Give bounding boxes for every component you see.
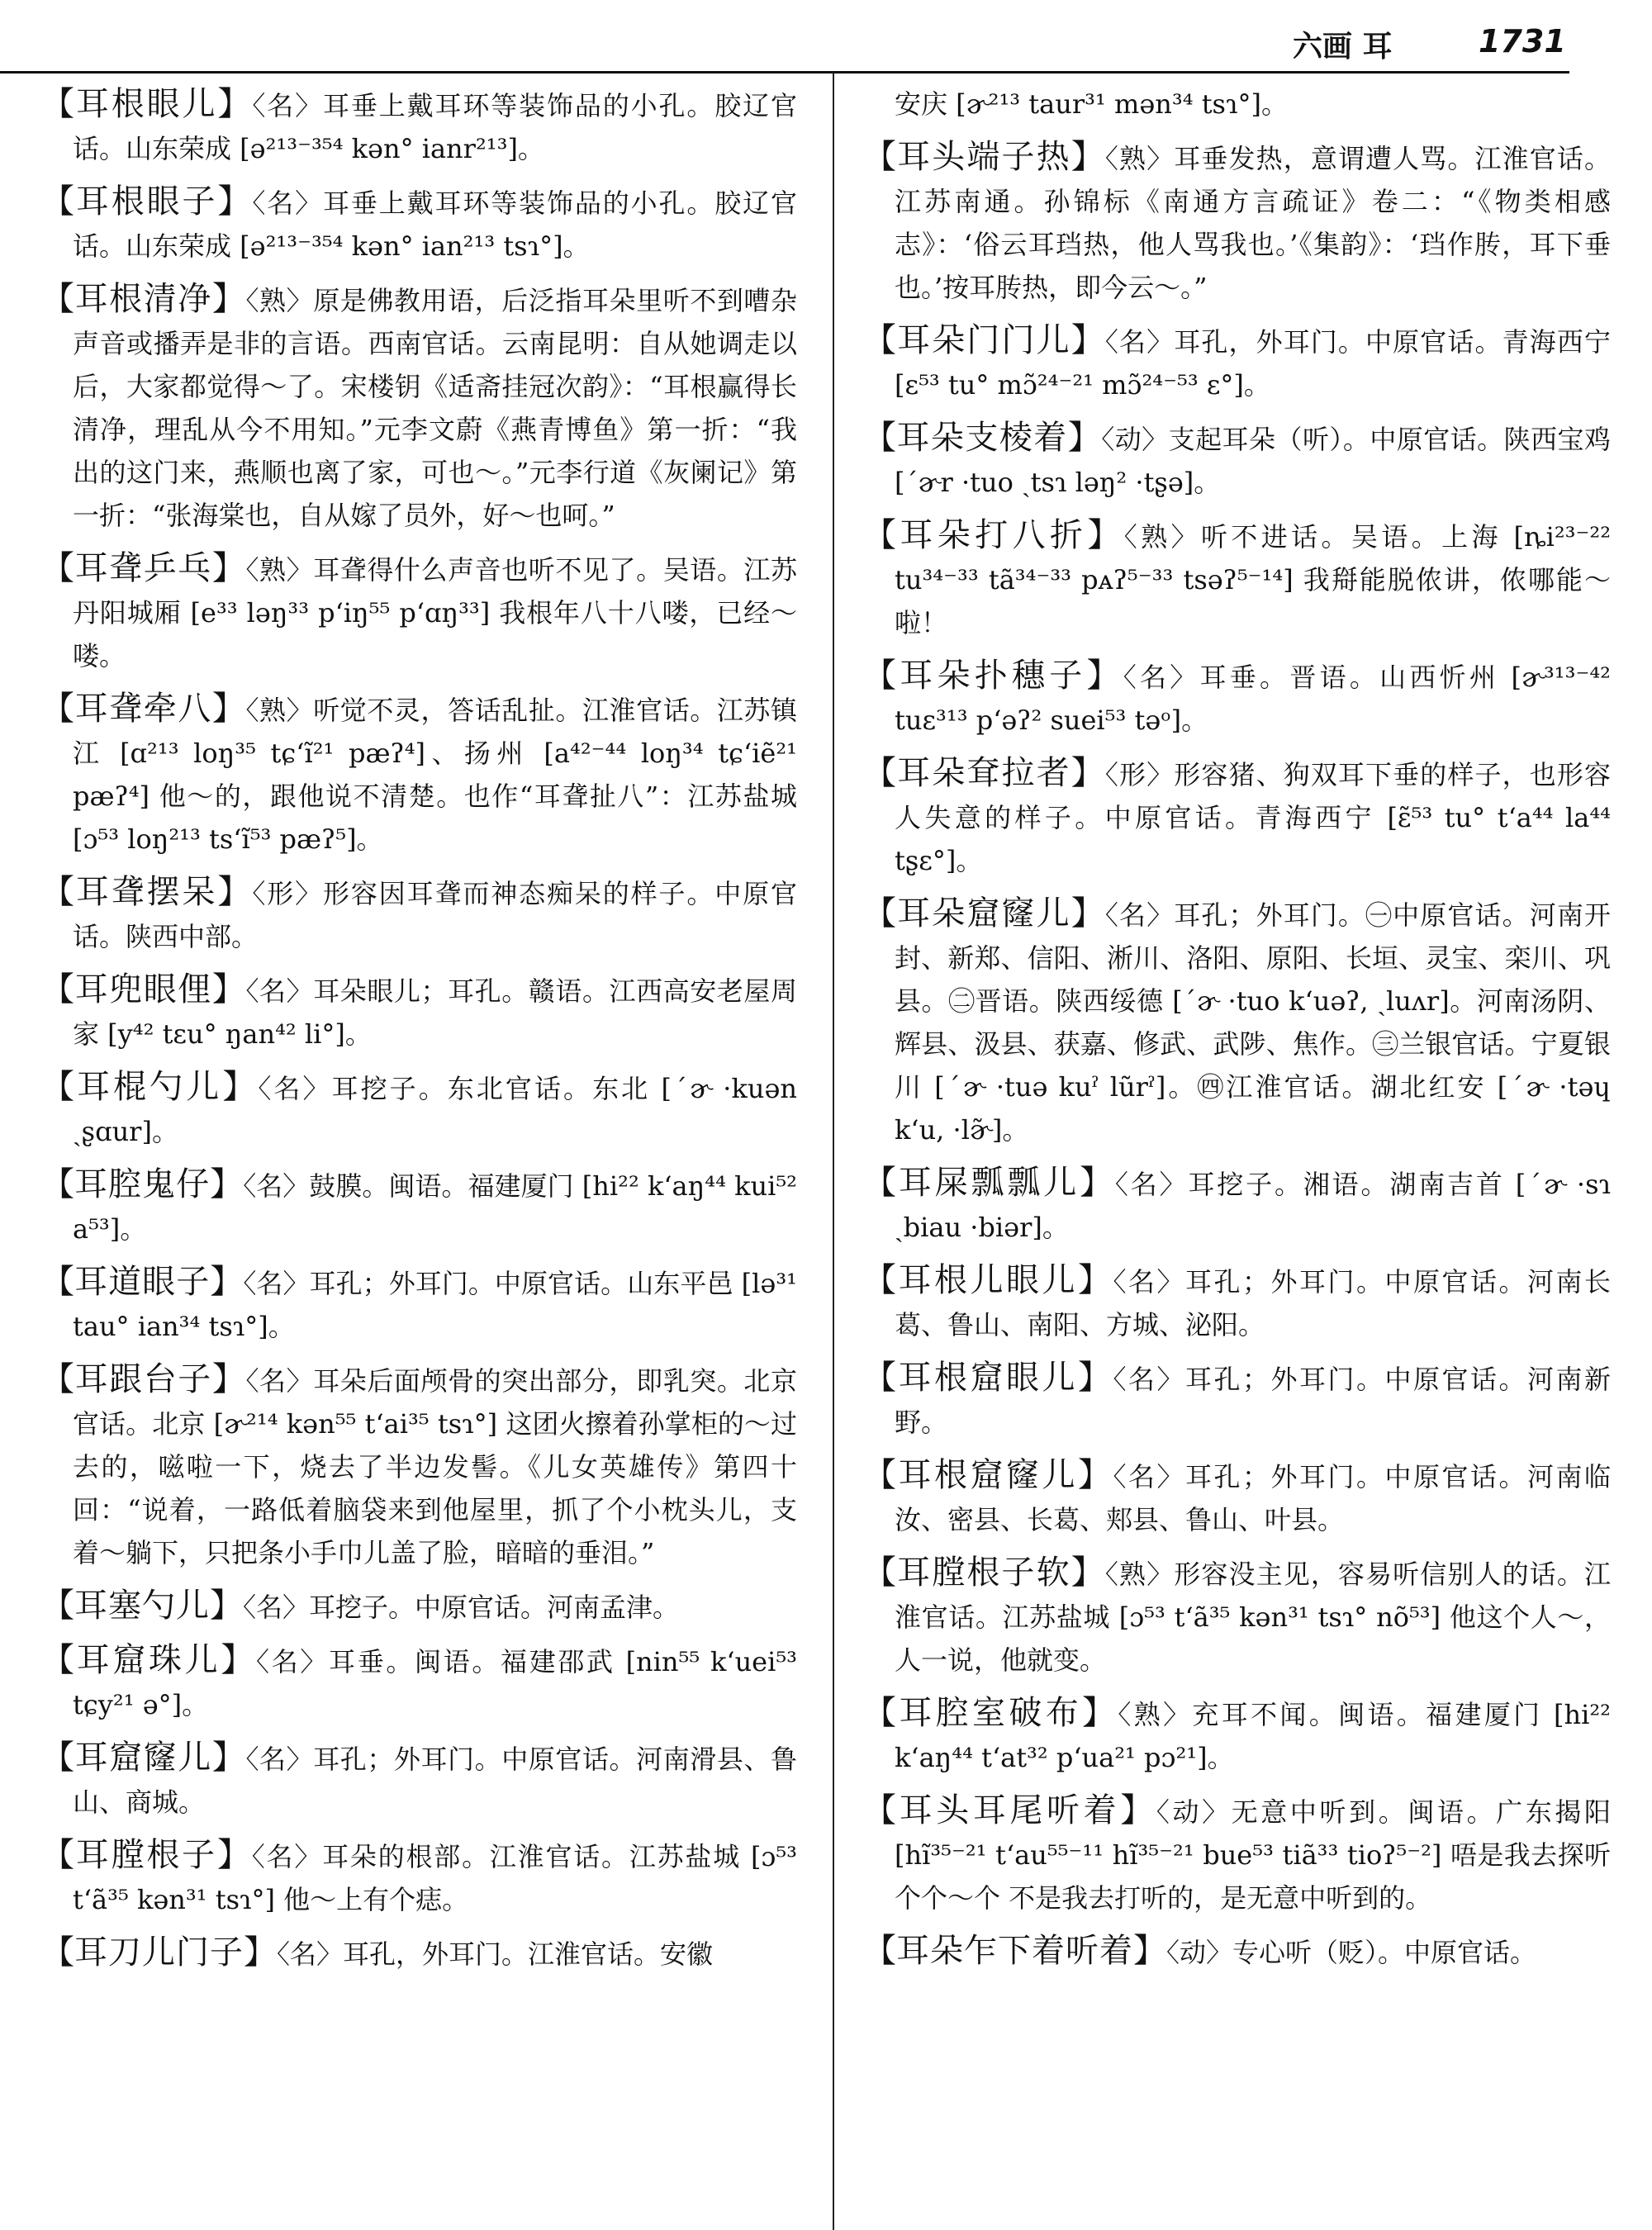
right-bracket: 】 xyxy=(1087,516,1124,554)
left-bracket: 【 xyxy=(863,657,900,695)
right-bracket: 】 xyxy=(1082,1694,1118,1732)
right-bracket: 】 xyxy=(1070,138,1105,176)
left-bracket: 【 xyxy=(41,1068,78,1106)
dictionary-entry xyxy=(41,1736,797,1824)
dictionary-entry xyxy=(41,1065,797,1153)
dictionary-entry xyxy=(41,1584,797,1629)
entry-headword: 耳头耳尾听着 xyxy=(899,1791,1121,1829)
entry-definition: 〈名〉耳孔；外耳门。中原官话。河南长葛、鲁山、南阳、方城、泌阳。 xyxy=(895,1266,1611,1340)
right-bracket: 】 xyxy=(1080,1164,1115,1202)
right-bracket: 】 xyxy=(211,970,246,1008)
left-bracket: 【 xyxy=(41,1836,76,1874)
right-bracket: 】 xyxy=(217,873,253,911)
entry-definition: 〈熟〉耳垂发热，意谓遭人骂。江淮官话。江苏南通。孙锦标《南通方言疏证》卷二：“《物类相感志》：‘俗云耳珰热，他人骂我也。’《集韵》：‘珰作䏝，耳下垂也。’按耳䏝热，即今云～。” xyxy=(895,143,1611,303)
entry-definition: 〈熟〉耳聋得什么声音也听不见了。吴语。江苏丹阳城厢 [e³³ ləŋ³³ p‘iŋ⁵⁵ p‘ɑŋ³³] 我根年八十八喽，已经～喽。 xyxy=(73,554,797,671)
entry-definition: 〈名〉鼓膜。闽语。福建厦门 [hi²² k‘aŋ⁴⁴ kui⁵² a⁵³]。 xyxy=(73,1170,797,1245)
right-bracket: 】 xyxy=(1070,1554,1105,1592)
entry-headword: 耳屎瓢瓢儿 xyxy=(898,1164,1080,1202)
dictionary-entry xyxy=(41,1639,797,1726)
dictionary-entry xyxy=(863,1356,1611,1444)
dictionary-entry xyxy=(41,968,797,1056)
entry-headword: 耳朵窟窿儿 xyxy=(897,894,1071,932)
dictionary-entry xyxy=(863,1691,1611,1779)
right-bracket: 】 xyxy=(211,280,246,318)
entry-headword: 耳根窟窿儿 xyxy=(898,1456,1078,1494)
right-bracket: 】 xyxy=(211,549,246,587)
entry-headword: 耳道眼子 xyxy=(74,1263,211,1301)
left-bracket: 【 xyxy=(863,754,898,792)
right-column xyxy=(863,83,1611,2230)
dictionary-entry xyxy=(41,278,797,537)
right-bracket: 】 xyxy=(211,1739,246,1777)
entry-headword: 耳棍勺儿 xyxy=(77,1068,223,1106)
entry-definition: 〈名〉耳孔；外耳门。中原官话。山东平邑 [lə³¹ tau° ian³⁴ tsɿ°]。 xyxy=(73,1268,797,1342)
left-bracket: 【 xyxy=(863,321,898,359)
dictionary-entry xyxy=(863,1454,1611,1541)
left-bracket: 【 xyxy=(863,1456,899,1494)
dictionary-entry xyxy=(41,687,797,861)
left-bracket: 【 xyxy=(41,1933,74,1971)
dictionary-entry xyxy=(41,547,797,677)
entry-definition: 〈动〉无意中听到。闽语。广东揭阳 [hĩ³⁵⁻²¹ t‘au⁵⁵⁻¹¹ hĩ³⁵⁻²¹ bue⁵³ tiã³³ tioʔ⁵⁻²] 唔是我去探听个个～个 不是我去打听的，是无意中听到的。 xyxy=(895,1796,1611,1914)
left-bracket: 【 xyxy=(863,138,898,176)
entry-headword: 耳腔鬼仔 xyxy=(74,1165,211,1203)
right-bracket: 】 xyxy=(1133,1932,1166,1970)
entry-headword: 耳头端子热 xyxy=(897,138,1071,176)
left-bracket: 【 xyxy=(863,419,897,457)
right-bracket: 】 xyxy=(210,1165,244,1203)
left-bracket: 【 xyxy=(41,873,76,911)
dictionary-entry xyxy=(41,871,797,958)
left-bracket: 【 xyxy=(41,970,75,1008)
left-bracket: 【 xyxy=(41,1165,75,1203)
dictionary-entry xyxy=(41,83,797,170)
entry-definition: 〈名〉耳孔，外耳门。中原官话。青海西宁 [ɛ⁵³ tu° mɔ̃²⁴⁻²¹ mɔ̃²⁴⁻⁵³ ɛ°]。 xyxy=(895,326,1611,401)
right-bracket: 】 xyxy=(1070,894,1105,932)
entry-definition: 〈名〉耳孔；外耳门。中原官话。河南新野。 xyxy=(895,1364,1611,1438)
dictionary-entry xyxy=(41,1358,797,1574)
left-bracket: 【 xyxy=(863,1554,898,1592)
dictionary-entry xyxy=(863,1929,1611,1974)
entry-headword: 耳根眼子 xyxy=(75,183,218,221)
entry-definition: 〈名〉耳孔，外耳门。江淮官话。安徽 xyxy=(277,1938,714,1970)
dictionary-entry xyxy=(863,752,1611,882)
entry-definition: 〈名〉耳孔；外耳门。中原官话。河南滑县、鲁山、商城。 xyxy=(73,1744,797,1818)
entry-headword: 耳根窟眼儿 xyxy=(898,1359,1078,1397)
dictionary-entry xyxy=(41,1834,797,1921)
left-bracket: 【 xyxy=(41,690,75,728)
entry-definition: 〈熟〉形容没主见，容易听信别人的话。江淮官话。江苏盐城 [ɔ⁵³ t‘ã³⁵ kən³¹ tsɿ° nõ⁵³] 他这个人～，人一说，他就变。 xyxy=(895,1559,1611,1676)
left-bracket: 【 xyxy=(863,1694,900,1732)
entry-headword: 耳兜眼俚 xyxy=(74,970,212,1008)
left-bracket: 【 xyxy=(41,1641,77,1679)
entry-definition: 〈名〉耳孔；外耳门。㊀中原官话。河南开封、新郑、信阳、淅川、洛阳、原阳、长垣、灵宝、栾川、巩县。㊁晋语。陕西绥德 [ˊɚ ·tuo k‘uəʔ, ˏluʌr]。河南汤阴、辉县、汲县、获嘉、修武、武陟、焦作。㊂兰银官话。宁夏银川 [ˊɚ ·tuə kuˀ lũrˀ]。㊃江淮官话。湖北红安 [ˊɚ ·təɥ k‘u, ·lɚ̃]。 xyxy=(895,899,1611,1146)
entry-headword: 耳刀儿门子 xyxy=(74,1933,244,1971)
entry-definition: 〈形〉形容猪、狗双耳下垂的样子，也形容人失意的样子。中原官话。青海西宁 [ɛ̃⁵³ tu° t‘a⁴⁴ la⁴⁴ tʂɛ°]。 xyxy=(895,759,1611,876)
header-rule xyxy=(0,71,1569,74)
right-bracket: 】 xyxy=(1078,1261,1113,1299)
dictionary-entry xyxy=(863,1161,1611,1249)
right-bracket: 】 xyxy=(217,85,253,123)
entry-definition: 〈动〉支起耳朵（听）。中原官话。陕西宝鸡 [ˊɚr ·tuo ˏtsɿ ləŋ² ·tʂə]。 xyxy=(895,424,1611,498)
dictionary-entry xyxy=(863,319,1611,406)
left-bracket: 【 xyxy=(863,1359,899,1397)
entry-definition: 〈形〉形容因耳聋而神态痴呆的样子。中原官话。陕西中部。 xyxy=(73,878,797,952)
dictionary-entry xyxy=(863,135,1611,309)
right-bracket: 】 xyxy=(210,1587,243,1625)
right-bracket: 】 xyxy=(222,1068,259,1106)
dictionary-entry xyxy=(863,514,1611,644)
left-bracket: 【 xyxy=(863,516,900,554)
entry-headword: 耳根眼儿 xyxy=(75,85,218,123)
right-bracket: 】 xyxy=(211,1360,246,1398)
entry-headword: 耳跟台子 xyxy=(74,1360,212,1398)
dictionary-entry xyxy=(863,1789,1611,1919)
dictionary-entry xyxy=(41,180,797,268)
entry-definition: 〈熟〉充耳不闻。闽语。福建厦门 [hi²² k‘aŋ⁴⁴ t‘at³² p‘ua²¹ pɔ²¹]。 xyxy=(895,1699,1611,1773)
left-bracket: 【 xyxy=(41,1360,75,1398)
right-bracket: 】 xyxy=(217,183,253,221)
right-bracket: 】 xyxy=(211,690,246,728)
entry-headword: 耳朵支棱着 xyxy=(896,419,1068,457)
left-bracket: 【 xyxy=(863,1164,899,1202)
entry-headword: 耳朵门门儿 xyxy=(897,321,1071,359)
entry-definition: 〈名〉耳挖子。东北官话。东北 [ˊɚ ·kuən ˎʂɑur]。 xyxy=(73,1073,797,1147)
left-bracket: 【 xyxy=(41,85,76,123)
entry-headword: 耳根儿眼儿 xyxy=(898,1261,1078,1299)
right-bracket: 】 xyxy=(210,1263,244,1301)
right-bracket: 】 xyxy=(1067,419,1102,457)
entry-definition: 〈名〉耳挖子。中原官话。河南孟津。 xyxy=(243,1592,680,1623)
dictionary-entry xyxy=(41,1260,797,1348)
right-bracket: 】 xyxy=(244,1933,277,1971)
entry-definition: 〈熟〉原是佛教用语，后泛指耳朵里听不到嘈杂声音或播弄是非的言语。西南官话。云南昆明：自从她调走以后，大家都觉得～了。宋楼钥《适斋挂冠次韵》：“耳根赢得长清净，理乱从今不用知。”元李文蔚《燕青博鱼》第一折：“我出的这门来，燕顺也离了家，可也～。”元李行道《灰阑记》第一折：“张海棠也，自从嫁了员外，好～也呵。” xyxy=(73,285,797,531)
entry-definition: 〈名〉耳朵后面颅骨的突出部分，即乳突。北京官话。北京 [ɚ²¹⁴ kən⁵⁵ t‘ai³⁵ tsɿ°] 这团火擦着孙掌柜的～过去的，嗞啦一下，烧去了半边发髻。《儿女英雄传》第四十回：“说着，一路低着脑袋来到他屋里，抓了个小枕头儿，支着～躺下，只把条小手巾儿盖了脸，暗暗的垂泪。” xyxy=(73,1365,797,1568)
left-bracket: 【 xyxy=(863,1932,896,1970)
right-bracket: 】 xyxy=(1120,1791,1156,1829)
entry-definition: 〈名〉耳垂。晋语。山西忻州 [ɚ³¹³⁻⁴² tuɛ³¹³ p‘əʔ² suei⁵³ təᵒ]。 xyxy=(895,662,1611,736)
right-bracket: 】 xyxy=(221,1641,257,1679)
right-bracket: 】 xyxy=(216,1836,252,1874)
entry-headword: 耳聋牵八 xyxy=(74,690,212,728)
left-bracket: 【 xyxy=(863,1791,900,1829)
right-bracket: 】 xyxy=(1078,1359,1113,1397)
left-bracket: 【 xyxy=(41,1587,74,1625)
right-bracket: 】 xyxy=(1070,321,1105,359)
entry-definition: 〈熟〉听觉不灵，答话乱扯。江淮官话。江苏镇江 [ɑ²¹³ loŋ³⁵ tɕ‘ĩ²¹ pæʔ⁴]、扬州 [a⁴²⁻⁴⁴ loŋ³⁴ tɕ‘iẽ²¹ pæʔ⁴] 他～的，跟他说不清楚。也作“耳聋扯八”：江苏盐城 [ɔ⁵³ loŋ²¹³ ts‘ĩ⁵³ pæʔ⁵]。 xyxy=(73,695,797,855)
entry-definition: 〈名〉耳挖子。湘语。湖南吉首 [ˊɚ ·sɿ ˏbiau ·biər]。 xyxy=(895,1169,1611,1243)
dictionary-entry xyxy=(41,1931,797,1976)
right-bracket: 】 xyxy=(1078,1456,1113,1494)
page-number: 1731 xyxy=(1479,23,1566,59)
left-bracket: 【 xyxy=(41,183,76,221)
entry-definition: 〈名〉耳朵的根部。江淮官话。江苏盐城 [ɔ⁵³ t‘ã³⁵ kən³¹ tsɿ°] 他～上有个痣。 xyxy=(73,1841,797,1915)
left-bracket: 【 xyxy=(41,1739,75,1777)
entry-headword: 耳根清净 xyxy=(74,280,212,318)
left-bracket: 【 xyxy=(41,549,75,587)
entry-definition: 〈名〉耳垂上戴耳环等装饰品的小孔。胶辽官话。山东荣成 [ə²¹³⁻³⁵⁴ kən° ian²¹³ tsɿ°]。 xyxy=(73,187,797,262)
entry-definition: 〈名〉耳孔；外耳门。中原官话。河南临汝、密县、长葛、郏县、鲁山、叶县。 xyxy=(895,1461,1611,1535)
entry-definition: 〈名〉耳垂上戴耳环等装饰品的小孔。胶辽官话。山东荣成 [ə²¹³⁻³⁵⁴ kən° ianr²¹³]。 xyxy=(73,90,797,164)
entry-headword: 耳朵乍下着听着 xyxy=(896,1932,1133,1970)
entry-headword: 耳朵打八折 xyxy=(900,516,1088,554)
left-bracket: 【 xyxy=(863,894,898,932)
dictionary-entry xyxy=(863,1259,1611,1346)
entry-headword: 耳朵扑穗子 xyxy=(900,657,1087,695)
page-header xyxy=(0,15,1652,64)
dictionary-entry xyxy=(41,1163,797,1250)
entry-headword: 耳腔室破布 xyxy=(899,1694,1083,1732)
entry-headword: 耳膛根子软 xyxy=(897,1554,1071,1592)
left-bracket: 【 xyxy=(41,1263,75,1301)
left-bracket: 【 xyxy=(863,1261,899,1299)
left-column xyxy=(41,83,797,2230)
entry-headword: 耳窟珠儿 xyxy=(76,1641,221,1679)
entry-headword: 耳朵耷拉者 xyxy=(897,754,1071,792)
entry-headword: 耳塞勺儿 xyxy=(74,1587,210,1625)
entry-definition: 〈名〉耳垂。闽语。福建邵武 [nin⁵⁵ k‘uei⁵³ tɕy²¹ ə°]。 xyxy=(73,1646,797,1720)
entry-definition: 〈名〉耳朵眼儿；耳孔。赣语。江西高安老屋周家 [y⁴² tɛu° ŋan⁴² li°]。 xyxy=(73,975,797,1050)
entry-headword: 耳聋乒乓 xyxy=(74,549,212,587)
right-bracket: 】 xyxy=(1070,754,1105,792)
dictionary-entry xyxy=(863,654,1611,742)
section-heading: 六画 耳 xyxy=(1293,30,1393,64)
entry-definition: 〈熟〉听不进话。吴语。上海 [ȵi²³⁻²² tu³⁴⁻³³ tã³⁴⁻³³ pᴀʔ⁵⁻³³ tsəʔ⁵⁻¹⁴] 我搿能脱侬讲，侬哪能～啦！ xyxy=(895,521,1611,638)
entry-headword: 耳膛根子 xyxy=(75,1836,217,1874)
entry-headword: 耳窟窿儿 xyxy=(74,1739,212,1777)
entry-definition: 〈动〉专心听（贬）。中原官话。 xyxy=(1166,1937,1537,1968)
dictionary-entry xyxy=(863,416,1611,504)
continuation-text: 安庆 [ɚ²¹³ taur³¹ mən³⁴ tsɿ°]。 xyxy=(895,88,1288,120)
dictionary-entry xyxy=(863,1551,1611,1682)
column-divider xyxy=(833,73,834,2230)
entry-headword: 耳聋摆呆 xyxy=(75,873,218,911)
left-bracket: 【 xyxy=(41,280,75,318)
right-bracket: 】 xyxy=(1086,657,1123,695)
dictionary-entry xyxy=(863,892,1611,1151)
